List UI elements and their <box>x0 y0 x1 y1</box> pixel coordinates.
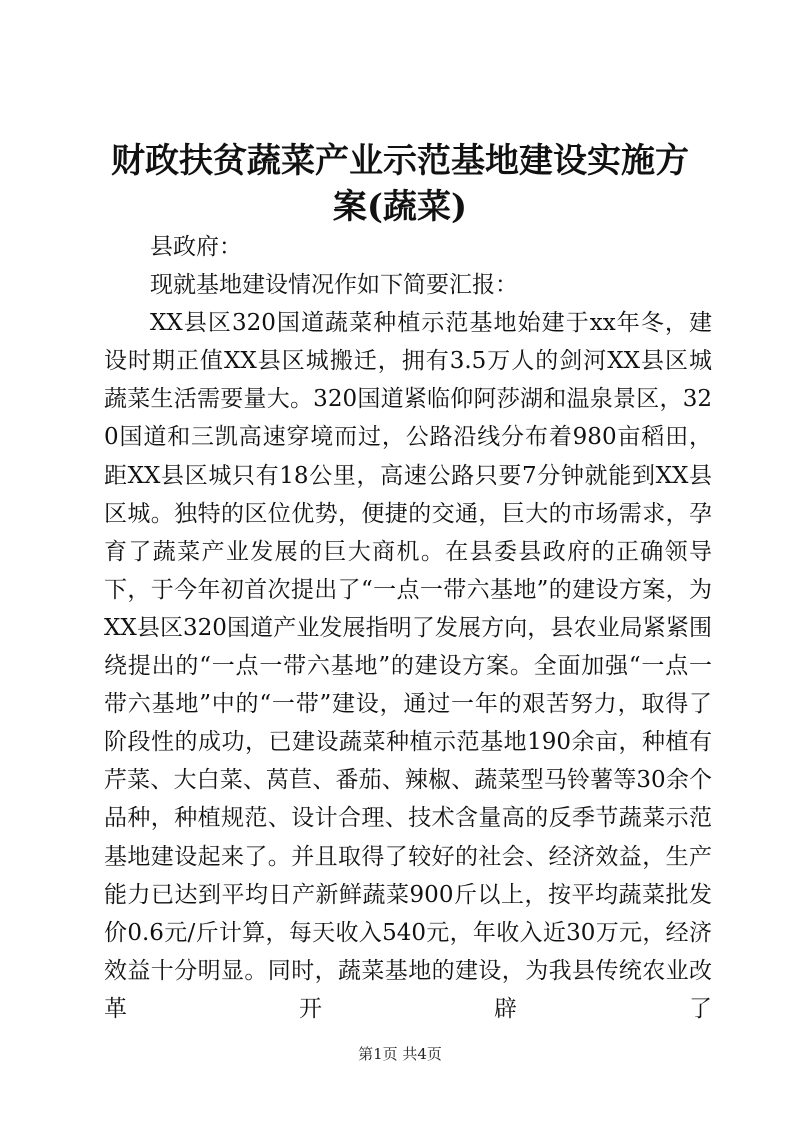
intro-paragraph: 现就基地建设情况作如下简要汇报： <box>150 272 518 299</box>
document-body <box>104 228 712 1028</box>
main-paragraph: XX县区320国道蔬菜种植示范基地始建于xx年冬，建设时期正值XX县区城搬迁，拥有3.5万人的剑河XX县区城蔬菜生活需要量大。320国道紧临仰阿莎湖和温泉景区，320国道和三凯高速穿境而过，公路沿线分布着980亩稻田，距XX县区城只有18公里，高速公路只要7分钟就能到XX县区城。独特的区位优势，便捷的交通，巨大的市场需求，孕育了蔬菜产业发展的巨大商机。在县委县政府的正确领导下，于今年初首次提出了“一点一带六基地”的建设方案，为XX县区320国道产业发展指明了发展方向，县农业局紧紧围绕提出的“一点一带六基地”的建设方案。全面加强“一点一带六基地”中的“一带”建设，通过一年的艰苦努力，取得了阶段性的成功，已建设蔬菜种植示范基地190余亩，种植有芹菜、大白菜、莴苣、番茄、辣椒、蔬菜型马铃薯等30余个品种，种植规范、设计合理、技术含量高的反季节蔬菜示范基地建设起来了。并且取得了较好的社会、经济效益，生产能力已达到平均日产新鲜蔬菜900斤以上，按平均蔬菜批发价0.6元/斤计算，每天收入540元，年收入近30万元，经济效益十分明显。同时，蔬菜基地的建设，为我县传统农业改革开辟了 <box>104 310 712 1022</box>
salutation-paragraph: 县政府： <box>150 234 242 260</box>
page-number-footer: 第1页 共4页 <box>358 1045 442 1063</box>
document-title: 财政扶贫蔬菜产业示范基地建设实施方案(蔬菜) <box>111 141 689 227</box>
